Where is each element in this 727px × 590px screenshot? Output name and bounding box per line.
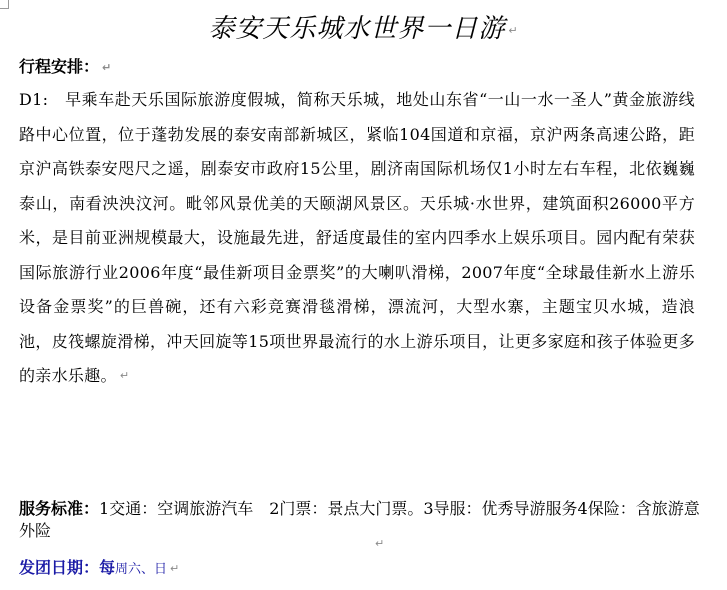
paragraph-mark-icon: ↵: [170, 562, 180, 575]
service-standard: [19, 498, 709, 542]
itinerary-heading-text: 行程安排：: [19, 57, 100, 76]
paragraph-mark-icon: ↵: [102, 61, 112, 74]
departure-dates: [19, 555, 179, 578]
departure-dates-label: 发团日期：: [19, 558, 100, 577]
departure-dates-days: 周六、日: [115, 562, 168, 577]
departure-dates-value: 每: [99, 558, 116, 577]
paragraph-mark-icon: ↵: [508, 23, 519, 37]
paragraph-mark-icon: ↵: [375, 537, 385, 550]
itinerary-heading: [19, 54, 111, 77]
itinerary-body: [19, 83, 695, 394]
itinerary-body-text: D1: 早乘车赴天乐国际旅游度假城，简称天乐城，地处山东省“一山一水一圣人”黄金旅游线路中心位置，位于蓬勃发展的泰安南部新城区，紧临104国道和京福，京沪两条高速公路，距京沪高铁泰安咫尺之遥，剧泰安市政府15公里，剧济南国际机场仅1小时左右车程，北依巍巍泰山，南看泱泱汶河。毗邻风景优美的天颐湖风景区。天乐城·水世界，建筑面积26000平方米，是目前亚洲规模最大，设施最先进，舒适度最佳的室内四季水上娱乐项目。园内配有荣获国际旅游行业2006年度“最佳新项目金票奖”的大喇叭滑梯，2007年度“全球最佳新水上游乐设备金票奖”的巨兽碗，还有六彩竞赛滑毯滑梯，漂流河，大型水寨，主题宝贝水城，造浪池，皮筏螺旋滑梯，冲天回旋等15项世界最流行的水上游乐项目，让更多家庭和孩子体验更多的亲水乐趣。: [19, 90, 695, 385]
service-standard-text: 1交通：空调旅游汽车 2门票：景点大门票。3导服：优秀导游服务4保险：含旅游意外险: [19, 499, 700, 540]
service-standard-label: 服务标准：: [19, 499, 100, 518]
paragraph-mark-icon: ↵: [119, 369, 130, 383]
document-title: [0, 8, 727, 45]
document-title-text: 泰安天乐城水世界一日游: [208, 14, 506, 44]
